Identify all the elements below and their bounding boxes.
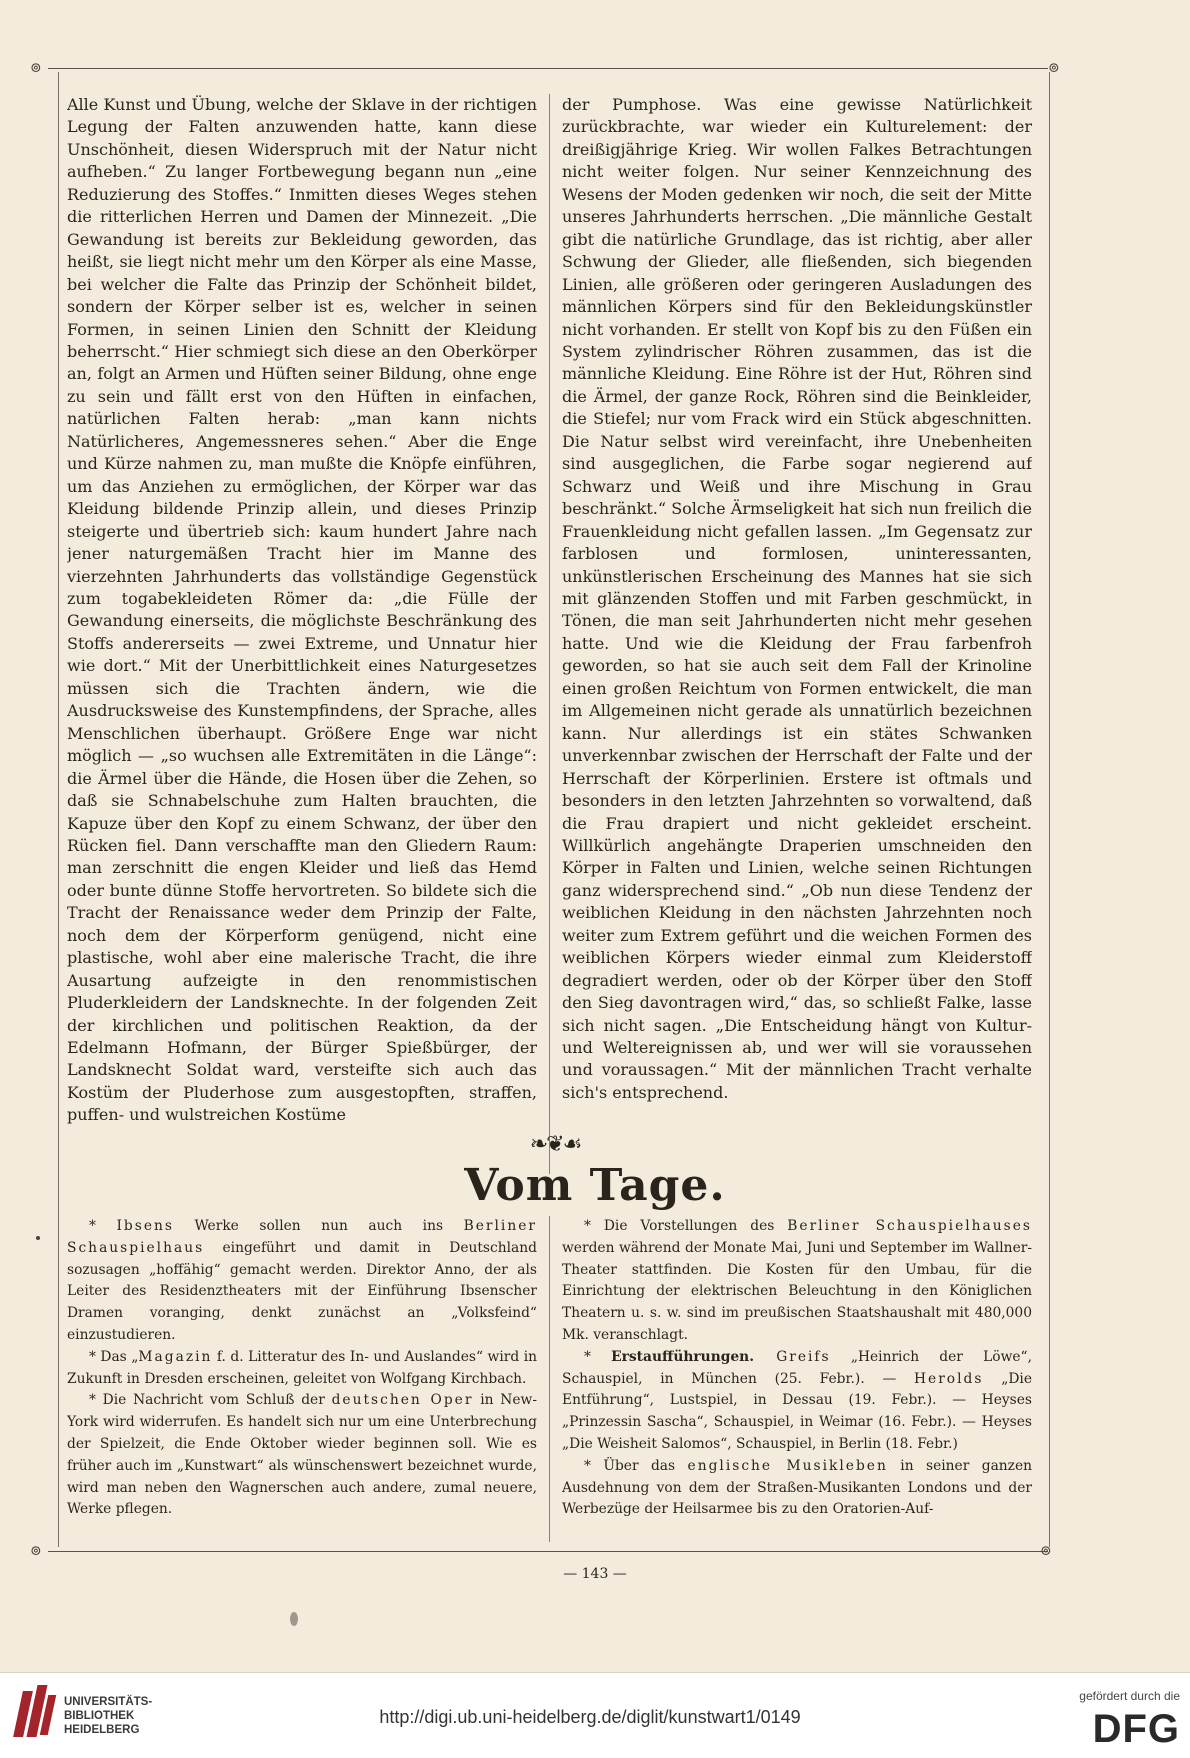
funding-label: gefördert durch die <box>1079 1689 1180 1703</box>
top-border-rule <box>48 68 1048 69</box>
news-column-left <box>67 1216 537 1542</box>
news-column-right <box>562 1216 1032 1542</box>
page-number: — 143 — <box>563 1566 627 1582</box>
corner-ornament-icon: ⊚ <box>1040 1543 1052 1559</box>
university-library-logo-icon <box>14 1685 54 1743</box>
dfg-logo: DFG <box>1092 1707 1180 1751</box>
news-item: * Ibsens Werke sollen nun auch ins Berliner Schauspielhaus eingeführt und damit in Deutschland sozusagen „hoffähig“ gemacht werden. Direktor Anno, der als Leiter des Residenztheaters mit der Einführung Ibsenscher Dramen voranging, denkt zunächst an „Volksfeind“ einzustudieren. <box>67 1218 537 1343</box>
right-border-rule <box>1049 72 1050 1547</box>
column-divider <box>549 94 550 1174</box>
library-name: UNIVERSITÄTS- BIBLIOTHEK HEIDELBERG <box>64 1696 153 1736</box>
news-column-divider <box>549 1216 550 1542</box>
bottom-border-rule <box>48 1551 1048 1552</box>
ink-mark <box>290 1612 298 1626</box>
source-url-link[interactable]: http://digi.ub.uni-heidelberg.de/diglit/kunstwart1/0149 <box>379 1707 801 1727</box>
news-item: * Die Nachricht vom Schluß der deutschen Oper in New-York wird widerrufen. Es handelt sich nur um eine Unterbrechung der Spielzeit, die Ende Oktober wieder beginnen soll. Wie es früher auch im „Kunstwart“ als wünschenswert bezeichnet wurde, wird man neben den Wagnerschen auch andere, zumal neuere, Werke pflegen. <box>67 1392 537 1518</box>
news-item: * Erstaufführungen. Greifs „Heinrich der Löwe“, Schauspiel, in München (25. Febr.). — Herolds „Die Entführung“, Lustspiel, in Dessau (19. Febr.). — Heyses „Prinzessin Sascha“, Schauspiel, in Weimar (16. Febr.). — Heyses „Die Weisheit Salomos“, Schauspiel, in Berlin (18. Febr.) <box>562 1348 1032 1452</box>
footer-bar <box>0 1672 1190 1758</box>
news-item: * Das „Magazin f. d. Litteratur des In- und Auslandes“ wird in Zukunft in Dresden erscheinen, geleitet von Wolfgang Kirchbach. <box>67 1348 537 1387</box>
corner-ornament-icon: ⊚ <box>30 1543 42 1559</box>
news-item: * Über das englische Musikleben in seiner ganzen Ausdehnung von dem der Straßen-Musikanten Londons und der Werbezüge der Heilsarmee bis zu den Oratorien-Auf- <box>562 1457 1032 1518</box>
fleuron-ornament-icon: ❧❦☙ <box>529 1132 581 1157</box>
news-item: * Die Vorstellungen des Berliner Schauspielhauses werden während der Monate Mai, Juni und September im Wallner-Theater stattfinden. Die Kosten für den Umbau, für die Einrichtung der elektrischen Beleuchtung in den Königlichen Theatern u. s. w. sind im preußischen Staatshaushalt mit 480,000 Mk. veranschlagt. <box>562 1218 1032 1343</box>
article-column-right: der Pumphose. Was eine gewisse Natürlichkeit zurückbrachte, war wieder ein Kulturelement: der dreißigjährige Krieg. Wir wollen Falkes Betrachtungen nicht weiter folgen. Nur seiner Kennzeichnung des Wesens der Moden gedenken wir noch, die seit der Mitte unseres Jahrhunderts herrschen. „Die männliche Gestalt gibt die natürliche Grundlage, das ist richtig, aber aller Schwung der Glieder, alle fließenden, sich biegenden Linien, alle größeren oder geringeren Ausladungen des männlichen Körpers sind für den Bekleidungskünstler nicht vorhanden. Er stellt von Kopf bis zu den Füßen ein System zylindrischer Röhren zusammen, das ist die männliche Kleidung. Eine Röhre ist der Hut, Röhren sind die Ärmel, der ganze Rock, Röhren sind die Beinkleider, die Stiefel; nur vom Frack wird ein Stück abgeschnitten. Die Natur selbst wird vereinfacht, ihre Unebenheiten sind ausgeglichen, die Farbe sogar negierend auf Schwarz und Weiß und ihre Mischung in Grau beschränkt.“ Solche Ärmseligkeit hat sich nun freilich die Frauenkleidung nicht gefallen lassen. „Im Gegensatz zur farblosen und formlosen, uninteressanten, unkünstlerischen Erscheinung des Mannes hat sie sich mit glänzenden Stoffen und mit Farben geschmückt, in Tönen, die man seit Jahrhunderten nicht mehr gesehen hatte. Und wie die Kleidung der Frau farbenfroh geworden, so hat sie auch seit dem Fall der Krinoline einen großen Reichtum von Formen entwickelt, die man im Allgemeinen nicht gerade als unnatürlich bezeichnen kann. Nur allerdings ist ein stätes Schwanken unverkennbar zwischen der Herrschaft der Falte und der Herrschaft der Körperlinien. Erstere ist oftmals und besonders in den letzten Jahrzehnten so vorwaltend, daß die Frau drapiert und nicht gekleidet erscheint. Willkürlich angehängte Draperien umschneiden den Körper in Falten und Linien, welche seinen Richtungen ganz widersprechend sind.“ „Ob nun diese Tendenz der weiblichen Kleidung in den nächsten Jahrzehnten noch weiter zum Extrem geführt und die weichen Formen des weiblichen Körpers wieder einmal zum Kleiderstoff degradiert werden, oder ob der Körper über den Stoff den Sieg davontragen wird,“ das, so schließt Falke, lasse sich nicht sagen. „Die Entscheidung hängt von Kultur- und Weltereignissen ab, und wer will sie voraussehen und voraussagen.“ Mit der männlichen Tracht verhalte sich's entsprechend. <box>562 95 1032 1102</box>
left-border-rule <box>58 72 59 1547</box>
section-heading: Vom Tage. <box>464 1160 726 1211</box>
article-column-left: Alle Kunst und Übung, welche der Sklave in der richtigen Legung der Falten anzuwenden hatte, kann diese Unschönheit, diesen Widerspruch mit der Natur nicht aufheben.“ Zu langer Fortbewegung begann nun „eine Reduzierung des Stoffes.“ Inmitten dieses Weges stehen die ritterlichen Herren und Damen der Minnezeit. „Die Gewandung ist bereits zur Bekleidung geworden, das heißt, sie liegt nicht mehr um den Körper als eine Masse, bei welcher die Falte das Prinzip der Schönheit bildet, sondern der Körper selber ist es, welcher in seinen Formen, in seinen Linien den Schnitt der Kleidung beherrscht.“ Hier schmiegt sich diese an den Oberkörper an, folgt an Armen und Hüften seiner Bildung, ohne enge zu sein und fällt erst von den Hüften in einfachen, natürlichen Falten herab: „man kann nichts Natürlicheres, Angemessneres sehen.“ Aber die Enge und Kürze nahmen zu, man mußte die Knöpfe einführen, um das Anziehen zu ermöglichen, der Körper war das Kleidung bildende Prinzip allein, und dieses Prinzip steigerte und übertrieb sich: kaum hundert Jahre nach jener naturgemäßen Tracht hier im Manne des vierzehnten Jahrhunderts das vollständige Gegenstück zum togabekleideten Römer da: „die Fülle der Gewandung einerseits, die möglichste Beschränkung des Stoffs andererseits — zwei Extreme, und Unnatur hier wie dort.“ Mit der Unerbittlichkeit eines Naturgesetzes müssen sich die Trachten ändern, wie die Ausdrucksweise des Kunstempfindens, der Sprache, alles Menschlichen überhaupt. Größere Enge war nicht möglich — „so wuchsen alle Extremitäten in die Länge“: die Ärmel über die Hände, die Hosen über die Zehen, so daß sie Schnabelschuhe zum Halten brauchten, die Kapuze über den Kopf zu einem Schwanz, der über den Rücken fiel. Dann verschaffte man den Gliedern Raum: man zerschnitt die engen Kleider und ließ das Hemd oder bunte dünne Stoffe hervortreten. So bildete sich die Tracht der Renaissance weder dem Prinzip der Falte, noch dem der Körperform genügend, nicht eine plastische, wohl aber eine malerische Tracht, die ihre Ausartung aufzeigte in den renommistischen Pluderkleidern der Landsknechte. In der folgenden Zeit der kirchlichen und politischen Reaktion, da der Edelmann Hofmann, der Bürger Spießbürger, der Landsknecht Soldat ward, versteifte sich auch das Kostüm der Pluderhose zum ausgestopften, straffen, puffen- und wulstreichen Kostüme <box>67 95 537 1125</box>
corner-ornament-icon: ⊚ <box>30 60 42 76</box>
margin-dot <box>36 1236 40 1240</box>
corner-ornament-icon: ⊚ <box>1048 60 1060 76</box>
